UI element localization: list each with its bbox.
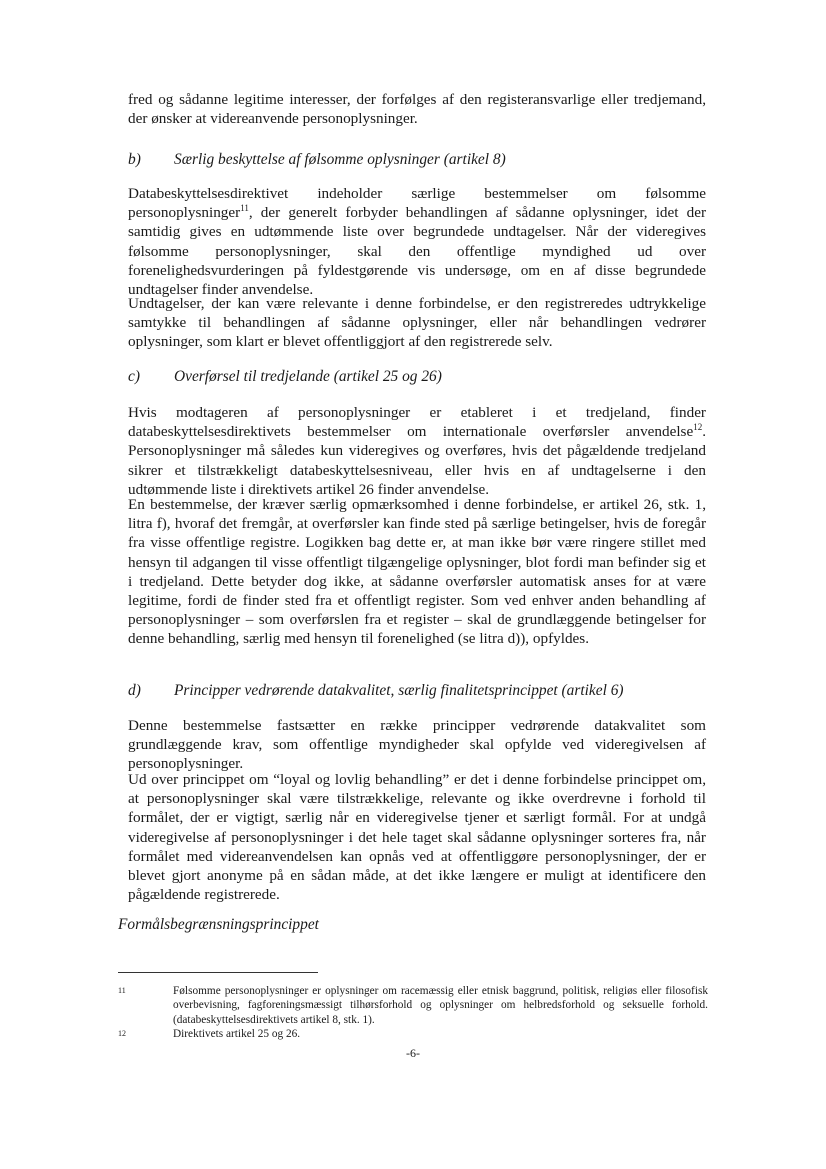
paragraph-intro: fred og sådanne legitime interesser, der forfølges af den registeransvarlige eller tredjemand, der ønsker at videreanvende personoplysninger. <box>128 91 706 128</box>
paragraph-third-countries <box>128 403 706 499</box>
paragraph-text: Hvis modtageren af personoplysninger er etableret i et tredjeland, finder databeskyttelsesdirektivets bestemmelser om internationale overførsler anvendelse <box>128 404 706 441</box>
paragraph-loyal-processing: Ud over princippet om “loyal og lovlig behandling” er det i denne forbindelse princippet om, at personoplysninger skal være tilstrækkelige, relevante og ikke overdrevne i forhold til formålet, der er vigtigt, særlig når en videregivelse tjener et særligt formål. For at undgå videregivelse af personoplysninger i det hele taget skal sådanne oplysninger sorteres fra, når formålet med videreanvendelsen kan opnås ved at offentliggøre personoplysninger, der er blevet gjort anonyme på en sådan måde, at det ikke længere er muligt at identificere den pågældende registrerede. <box>128 771 706 904</box>
section-letter: b) <box>128 151 141 168</box>
footnote-number: 11 <box>118 986 126 995</box>
paragraph-text: Databeskyttelsesdirektivet indeholder særlige bestemmelser om følsomme personoplysninger <box>128 185 706 222</box>
footnote-reference: 11 <box>240 203 249 214</box>
section-heading-d <box>128 681 624 700</box>
footnote-number: 12 <box>118 1029 126 1038</box>
footnote-text: Direktivets artikel 25 og 26. <box>173 1028 301 1040</box>
subheading-purpose-limitation: Formålsbegrænsningsprincippet <box>118 916 319 933</box>
paragraph-public-registers: En bestemmelse, der kræver særlig opmærksomhed i denne forbindelse, er artikel 26, stk. 1, litra f), hvoraf det fremgår, at overførsler kan finde sted på særlige betingelser, hvis de foregår fra visse offentlige registre. Logikken bag dette er, at man ikke bør være ringere stillet med hensyn til adgangen til visse offentligt tilgængelige oplysninger, blot fordi man befinder sig et i tredjeland. Dette betyder dog ikke, at sådanne overførsler automatisk anses for at være legitime, fordi de finder sted fra et offentligt register. Som ved enhver anden behandling af personoplysninger – som overførslen fra et register – skal de grundlæggende betingelser for denne behandling, særlig med hensyn til forenelighed (se litra d)), opfyldes. <box>128 496 706 648</box>
section-title: Overførsel til tredjelande (artikel 25 og 26) <box>174 368 442 385</box>
paragraph-data-quality: Denne bestemmelse fastsætter en række principper vedrørende datakvalitet som grundlæggende krav, som offentlige myndigheder skal opfylde ved videregivelsen af personoplysninger. <box>128 717 706 773</box>
footnote-12 <box>118 1027 708 1041</box>
section-title: Særlig beskyttelse af følsomme oplysninger (artikel 8) <box>174 151 506 168</box>
section-letter: d) <box>128 682 141 699</box>
page-number: -6- <box>406 1046 420 1060</box>
section-letter: c) <box>128 368 140 385</box>
footnote-reference: 12 <box>693 422 703 433</box>
footnote-divider <box>118 972 318 973</box>
footnote-text: Følsomme personoplysninger er oplysninger om racemæssig eller etnisk baggrund, politisk, religiøs eller filosofisk overbevisning, fagforeningsmæssigt tilhørsforhold og oplysninger om helbredsforhold og seksuelle forhold. (databeskyttelsesdirektivets artikel 8, stk. 1). <box>173 985 708 1026</box>
footnote-11 <box>118 984 708 1027</box>
section-heading-c <box>128 367 442 386</box>
paragraph-text: , der generelt forbyder behandlingen af sådanne oplysninger, idet der samtidig gives en udtømmende liste over begrundede undtagelser. Når der videregives følsomme personoplysninger, skal den offentlige myndighed ud over forenelighedsvurderingen på fyldestgørende vis undersøge, om en af disse begrundede undtagelser finder anvendelse. <box>128 204 706 299</box>
paragraph-sensitive-data <box>128 184 706 299</box>
section-title: Principper vedrørende datakvalitet, særlig finalitetsprincippet (artikel 6) <box>174 682 624 699</box>
paragraph-text: . Personoplysninger må således kun videregives og overføres, hvis det pågældende tredjeland sikrer et tilstrækkeligt databeskyttelsesniveau, eller hvis en af undtagelserne i den udtømmende liste i direktivets artikel 26 finder anvendelse. <box>128 423 706 498</box>
section-heading-b <box>128 150 506 169</box>
paragraph-exceptions: Undtagelser, der kan være relevante i denne forbindelse, er den registreredes udtrykkelige samtykke til behandlingen af sådanne oplysninger, eller når behandlingen vedrører oplysninger, som klart er blevet offentliggjort af den registrerede selv. <box>128 295 706 351</box>
